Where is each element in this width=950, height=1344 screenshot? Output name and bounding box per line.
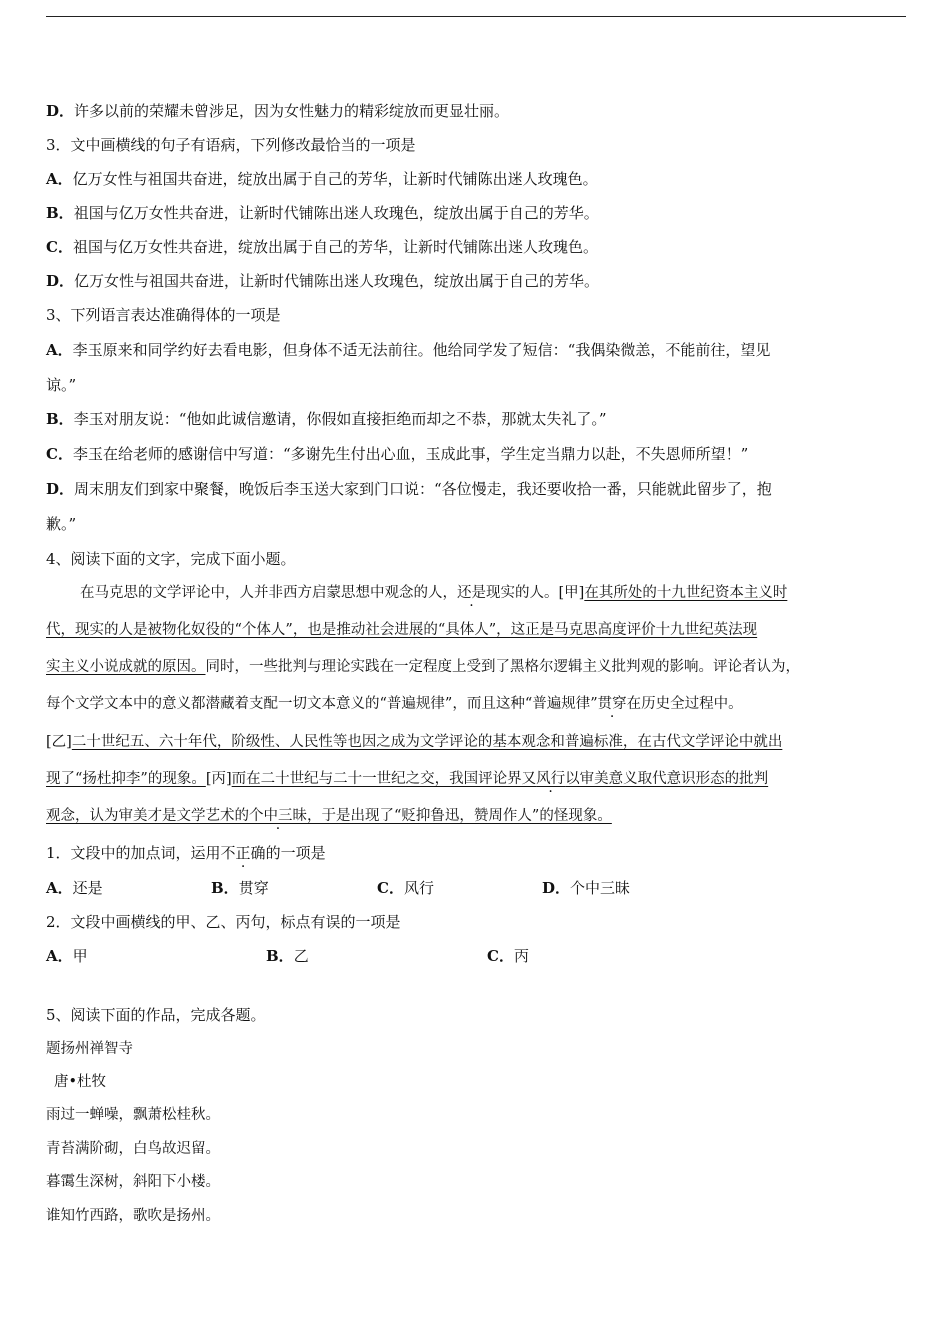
- option-label: C．: [377, 879, 404, 897]
- option-text: 祖国与亿万女性共奋进，绽放出属于自己的芳华，让新时代铺陈出迷人玫瑰色。: [72, 238, 598, 256]
- stem-text: 1．文段中的加点词，运用: [46, 844, 221, 862]
- option-label: D．: [46, 480, 75, 498]
- poem-title: 题扬州禅智寺: [46, 1041, 133, 1057]
- option-label: B．: [211, 879, 239, 897]
- option-label: D．: [46, 272, 75, 290]
- q3b-option-a: [46, 340, 770, 360]
- option-text: 亿万女性与祖国共奋进，让新时代铺陈出迷人玫瑰色，绽放出属于自己的芳华。: [74, 272, 600, 290]
- poem-line: 暮霭生深树，斜阳下小楼。: [46, 1174, 220, 1190]
- passage-line: [80, 583, 787, 603]
- underlined-sentence-yi: 二十世纪五、六十年代，阶级性、人民性等也因之成为文学评论的基本观念和普遍标准，在古代文学评论中就出: [71, 734, 783, 750]
- underlined-sentence-bing: ，于是出现了“贬抑鲁迅，赞周作人”的怪现象。: [307, 808, 612, 824]
- q3-option-c: [46, 237, 598, 257]
- passage-line: [46, 806, 612, 826]
- poem-line: 青苔满阶砌，白鸟故迟留。: [46, 1141, 220, 1157]
- underlined-sentence-jia: 在其所处的十九世纪资本主义时: [584, 585, 788, 601]
- passage-text: 每个文学文本中的意义都潜藏着支配一切文本意义的“普遍规律”，而且这种“普遍规律”: [46, 696, 598, 712]
- q3b-option-c: [46, 444, 748, 464]
- q3b-option-b: [46, 409, 607, 429]
- q3-option-b: [46, 203, 599, 223]
- option-text: 乙: [293, 947, 309, 965]
- passage-text: 在马克思的文学评论中，人并非西方启蒙思想中观念的人，: [80, 585, 457, 601]
- q3b-option-a-cont: 谅。”: [46, 376, 77, 394]
- option-text: 亿万女性与祖国共奋进，绽放出属于自己的芳华，让新时代铺陈出迷人玫瑰色。: [72, 170, 598, 188]
- underlined-sentence-yi: 现了“扬杜抑李”的现象。: [46, 771, 206, 787]
- poem-line: 雨过一蝉噪，飘萧松桂秋。: [46, 1107, 220, 1123]
- q4-sub2-option-b: [266, 946, 309, 966]
- passage-line: [46, 694, 743, 714]
- option-text: 周末朋友们到家中聚餐，晚饭后李玉送大家到门口说：“各位慢走，我还要收拾一番，只能就此留步了，抱: [74, 480, 772, 498]
- q4-sub1-option-a: [46, 878, 103, 898]
- option-label: A．: [46, 879, 73, 897]
- option-label: C．: [487, 947, 514, 965]
- option-text: 李玉对朋友说：“他如此诚信邀请，你假如直接拒绝而却之不恭，那就太失礼了。”: [73, 410, 607, 428]
- stem-text: 的一项是: [265, 844, 326, 862]
- q4-sub1-stem: [46, 843, 326, 863]
- passage-text: [丙]: [205, 771, 232, 787]
- q2-option-d: [46, 101, 509, 121]
- option-text: 李玉在给老师的感谢信中写道：“多谢先生付出心血，玉成此事，学生定当鼎力以赴，不失恩师所望！”: [72, 445, 749, 463]
- option-text: 贯穿: [238, 879, 269, 897]
- option-label: A．: [46, 341, 73, 359]
- option-label: A．: [46, 947, 73, 965]
- passage-text: 在历史全过程中。: [626, 696, 743, 712]
- poem-line: 谁知竹西路，歌吹是扬州。: [46, 1208, 220, 1224]
- passage-line: [46, 769, 768, 789]
- passage-line: [46, 620, 757, 640]
- option-label: B．: [266, 947, 294, 965]
- q4-sub2-option-a: [46, 946, 88, 966]
- dotted-word: 贯穿: [597, 696, 627, 712]
- q4-sub2-stem: 2．文段中画横线的甲、乙、丙句，标点有误的一项是: [46, 913, 401, 931]
- passage-text: [乙]: [46, 734, 72, 750]
- option-label: C．: [46, 238, 73, 256]
- dotted-word: 个中三昧: [249, 808, 307, 824]
- q3-option-a: [46, 169, 598, 189]
- option-text: 个中三昧: [570, 879, 631, 897]
- underlined-sentence-jia: 代，现实的人是被物化奴役的“个体人”，也是推动社会进展的“具体人”，这正是马克思高度评价十九世纪英法现: [46, 622, 758, 638]
- passage-text: 现实的人。[甲]: [486, 585, 585, 601]
- option-label: B．: [46, 410, 74, 428]
- dotted-word: 还是: [457, 585, 486, 601]
- option-text: 祖国与亿万女性共奋进，让新时代铺陈出迷人玫瑰色，绽放出属于自己的芳华。: [73, 204, 599, 222]
- option-label: A．: [46, 170, 73, 188]
- q5-stem: 5、阅读下面的作品，完成各题。: [46, 1006, 266, 1024]
- option-text: 还是: [72, 879, 103, 897]
- option-text: 甲: [72, 947, 88, 965]
- passage-line: [46, 657, 800, 677]
- option-label: D．: [46, 102, 75, 120]
- passage-text: 同时，一些批判与理论实践在一定程度上受到了黑格尔逻辑主义批判观的影响。评论者认为，: [205, 659, 800, 675]
- dotted-word: 不正确: [220, 844, 266, 862]
- underlined-sentence-jia: 实主义小说成就的原因。: [46, 659, 206, 675]
- option-label: B．: [46, 204, 74, 222]
- header-rule: [46, 16, 906, 17]
- passage-line: [46, 732, 782, 752]
- q3-option-d: [46, 271, 599, 291]
- q4-stem: 4、阅读下面的文字，完成下面小题。: [46, 550, 296, 568]
- option-label: C．: [46, 445, 73, 463]
- option-label: D．: [542, 879, 571, 897]
- q4-sub1-option-b: [211, 878, 269, 898]
- poem-author: 唐•杜牧: [54, 1074, 107, 1090]
- q4-sub1-option-c: [377, 878, 434, 898]
- q3-stem: 3．文中画横线的句子有语病，下列修改最恰当的一项是: [46, 136, 416, 154]
- dotted-word: 风行: [536, 771, 566, 787]
- option-text: 李玉原来和同学约好去看电影，但身体不适无法前往。他给同学发了短信：“我偶染微恙，不能前往，望见: [72, 341, 771, 359]
- q4-sub1-option-d: [542, 878, 630, 898]
- q4-sub2-option-c: [487, 946, 529, 966]
- option-text: 许多以前的荣耀未曾涉足，因为女性魅力的精彩绽放而更显壮丽。: [74, 102, 510, 120]
- underlined-sentence-bing: 以审美意义取代意识形态的批判: [565, 771, 769, 787]
- q3b-option-d: [46, 479, 772, 499]
- option-text: 风行: [403, 879, 434, 897]
- option-text: 丙: [513, 947, 529, 965]
- underlined-sentence-bing: 而在二十世纪与二十一世纪之交，我国评论界又: [231, 771, 537, 787]
- q3b-option-d-cont: 歉。”: [46, 515, 77, 533]
- underlined-sentence-bing: 观念，认为审美才是文学艺术的: [46, 808, 249, 824]
- q3b-stem: 3、下列语言表达准确得体的一项是: [46, 306, 281, 324]
